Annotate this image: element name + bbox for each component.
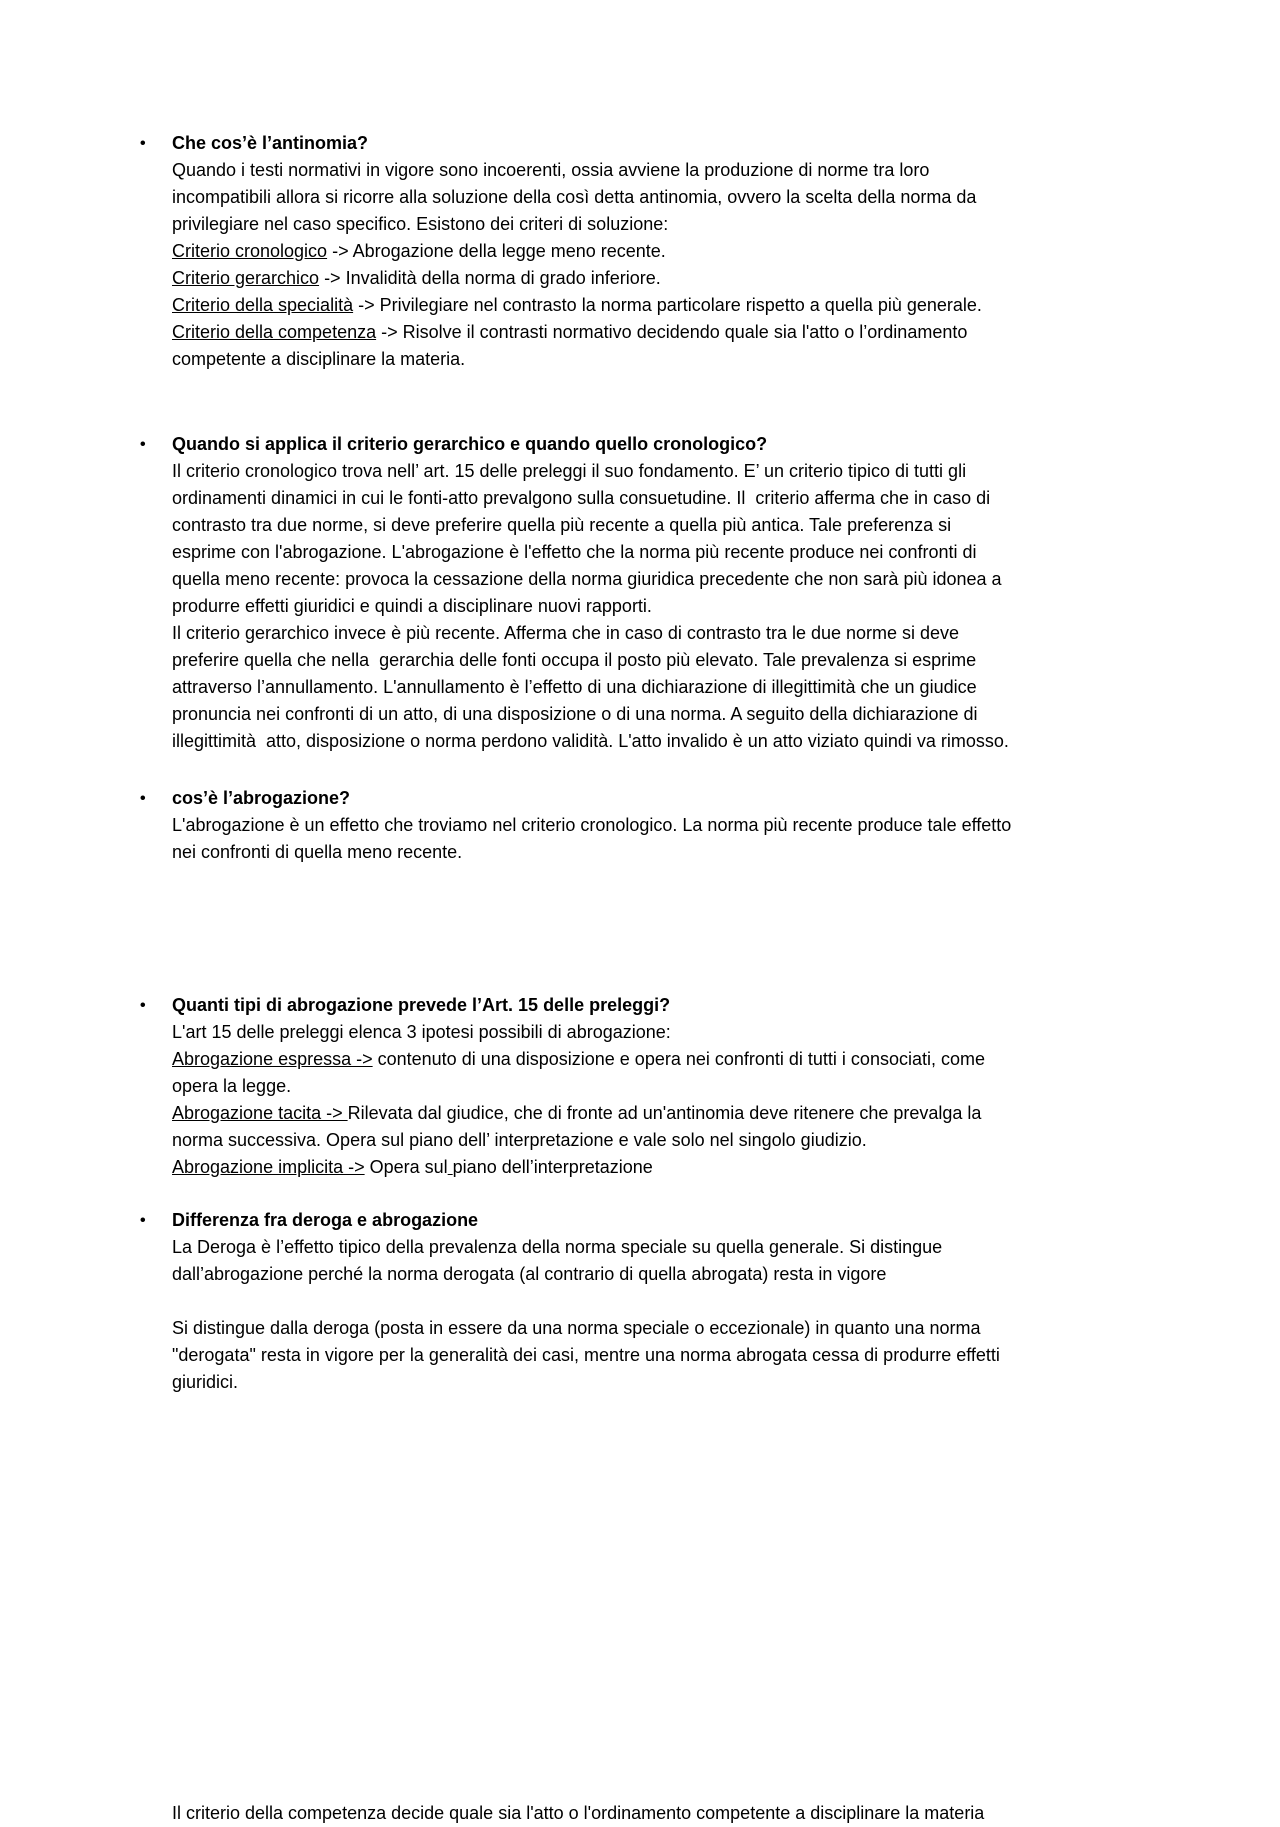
qa-section [140, 1207, 1012, 1396]
text-run: Il criterio gerarchico invece è più recente. Afferma che in caso di contrasto tra le due norme si deve preferire quella che nella gerarchia delle fonti occupa il posto più elevato. Tale prevalenza si esprime attraverso l’annullamento. L'annullamento è l’effetto di una dichiarazione di illegittimità che un giudice pronuncia nei confronti di un atto, di una disposizione o di una norma. A seguito della dichiarazione di illegittimità atto, disposizione o norma perdono validità. L'atto invalido è un atto viziato quindi va rimosso. [172, 623, 1009, 751]
question-title: Che cos’è l’antinomia? [172, 133, 369, 153]
bullet-icon: • [140, 1212, 146, 1229]
answer-paragraph [172, 1019, 1012, 1046]
page-bottom-cutoff-text: Il criterio della competenza decide quale sia l'atto o l'ordinamento competente a disciplinare la materia [172, 1803, 985, 1823]
answer-paragraph [172, 238, 1012, 265]
qa-section [140, 992, 1012, 1181]
text-run: Rilevata dal giudice, che di fronte ad un'antinomia deve ritenere che prevalga la norma successiva. Opera sul piano dell’ interpretazione e vale solo nel singolo giudizio. [172, 1103, 987, 1150]
answer-paragraph [172, 1100, 1012, 1154]
qa-section [140, 785, 1017, 866]
answer-paragraph [172, 1234, 1012, 1288]
answer-paragraph [172, 812, 1017, 866]
text-run: L'abrogazione è un effetto che troviamo nel criterio cronologico. La norma più recente produce tale effetto nei confronti di quella meno recente. [172, 815, 1017, 862]
qa-section [140, 431, 1012, 755]
answer-paragraph [172, 458, 1012, 620]
underlined-term: Criterio della specialità [172, 295, 354, 315]
text-run: Quando i testi normativi in vigore sono incoerenti, ossia avviene la produzione di norme tra loro incompatibili allora si ricorre alla soluzione della così detta antinomia, ovvero la scelta della norma da privilegiare nel caso specifico. Esistono dei criteri di soluzione: [172, 160, 982, 234]
answer-paragraph [172, 1046, 1012, 1100]
text-run: -> Abrogazione della legge meno recente. [327, 241, 666, 261]
text-run: Il criterio cronologico trova nell’ art. 15 delle preleggi il suo fondamento. E’ un criterio tipico di tutti gli ordinamenti dinamici in cui le fonti-atto prevalgono sulla consuetudine. Il criterio afferma che in caso di contrasto tra due norme, si deve preferire quella più recente a quella più antica. Tale preferenza si esprime con l'abrogazione. L'abrogazione è l'effetto che la norma più recente produce nei confronti di quella meno recente: provoca la cessazione della norma giuridica precedente che non sarà più idonea a produrre effetti giuridici e quindi a disciplinare nuovi rapporti. [172, 461, 1007, 616]
answer-paragraph [172, 1154, 1012, 1181]
text-run: piano dell’interpretazione [452, 1157, 653, 1177]
qa-section [140, 130, 1012, 373]
question-title: Quando si applica il criterio gerarchico e quando quello cronologico? [172, 434, 768, 454]
text-run: L'art 15 delle preleggi elenca 3 ipotesi possibili di abrogazione: [172, 1022, 671, 1042]
bullet-icon: • [140, 436, 146, 453]
underlined-term: Abrogazione tacita -> [172, 1103, 348, 1123]
text-run: contenuto di una disposizione e opera nei confronti di tutti i consociati, come opera la legge. [172, 1049, 991, 1096]
answer-paragraph [172, 620, 1012, 755]
answer-paragraph [172, 319, 1012, 373]
qa-section-body [172, 431, 1012, 755]
bullet-icon: • [140, 790, 146, 807]
underlined-term: Abrogazione espressa -> [172, 1049, 373, 1069]
text-run: -> Invalidità della norma di grado inferiore. [319, 268, 661, 288]
qa-section-body [172, 785, 1017, 866]
answer-paragraph [172, 1315, 1012, 1396]
bullet-icon: • [140, 135, 146, 152]
question-title: cos’è l’abrogazione? [172, 788, 351, 808]
text-run: Opera sul [364, 1157, 448, 1177]
bullet-icon: • [140, 997, 146, 1014]
document-content [140, 130, 1017, 1396]
underlined-term: Criterio gerarchico [172, 268, 320, 288]
underlined-term: Criterio della competenza [172, 322, 377, 342]
qa-section-body [172, 1207, 1012, 1396]
underlined-term: Abrogazione implicita -> [172, 1157, 365, 1177]
underlined-term: Criterio cronologico [172, 241, 328, 261]
answer-paragraph [172, 292, 1012, 319]
answer-paragraph [172, 157, 1012, 238]
answer-paragraph [172, 265, 1012, 292]
question-title: Quanti tipi di abrogazione prevede l’Art. 15 delle preleggi? [172, 995, 671, 1015]
qa-section-body [172, 130, 1012, 373]
text-run: Si distingue dalla deroga (posta in essere da una norma speciale o eccezionale) in quanto una norma "derogata" resta in vigore per la generalità dei casi, mentre una norma abrogata cessa di produrre effetti giuridici. [172, 1318, 1005, 1392]
qa-section-body [172, 992, 1012, 1181]
question-title: Differenza fra deroga e abrogazione [172, 1210, 479, 1230]
text-run: -> Risolve il contrasti normativo decidendo quale sia l'atto o l’ordinamento competente a disciplinare la materia. [172, 322, 973, 369]
text-run: -> Privilegiare nel contrasto la norma particolare rispetto a quella più generale. [353, 295, 982, 315]
text-run: La Deroga è l’effetto tipico della prevalenza della norma speciale su quella generale. Si distingue dall’abrogazione perché la norma derogata (al contrario di quella abrogata) resta in vigore [172, 1237, 948, 1284]
